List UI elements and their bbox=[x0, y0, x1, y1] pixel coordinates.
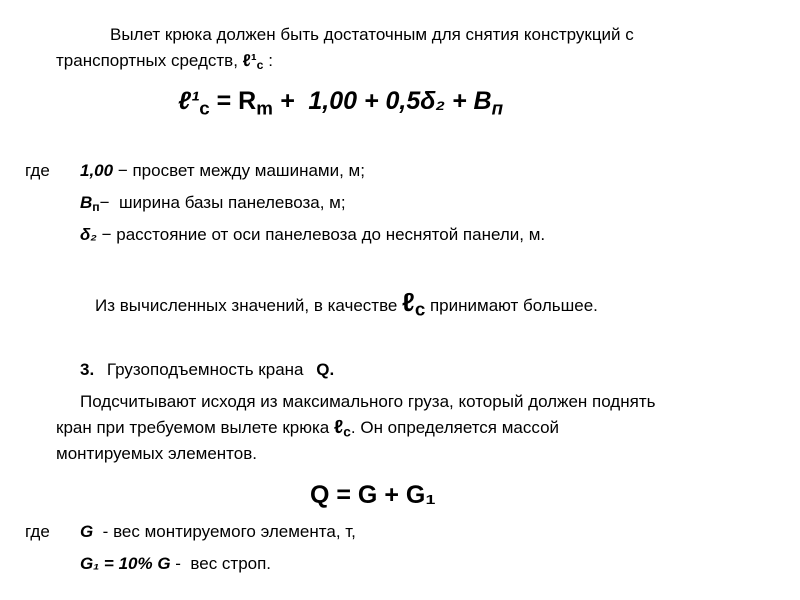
paragraph-3-line-2 bbox=[56, 416, 559, 444]
where-2-item-2 bbox=[80, 552, 271, 576]
where-1-item-2-term-sub: п bbox=[92, 200, 100, 215]
where-1-item-3-text: − расстояние от оси панелевоза до неснятой панели, м. bbox=[96, 225, 546, 244]
where-2-item-2-text: - вес строп. bbox=[170, 554, 272, 573]
reach-symbol-2-sub: с bbox=[343, 424, 351, 440]
paragraph-2 bbox=[95, 287, 598, 322]
paragraph-3-line-3: монтируемых элементов. bbox=[56, 444, 257, 463]
where-label-1: где bbox=[25, 161, 50, 180]
formula-1-rest-sub: п bbox=[491, 97, 504, 119]
formula-1-lhs: ℓ¹ bbox=[178, 87, 200, 115]
paragraph-2-after: принимают большее. bbox=[429, 296, 598, 315]
where-1-item-1 bbox=[80, 159, 365, 183]
section-3-symbol: Q. bbox=[316, 360, 335, 379]
where-1-item-1-text: − просвет между машинами, м; bbox=[113, 161, 365, 180]
where-1-item-3-term: δ₂ bbox=[80, 225, 97, 244]
formula-1-r-sub: m bbox=[256, 97, 273, 119]
formula-1-equals: = bbox=[209, 87, 239, 115]
paragraph-3-line-2-after: . Он определяется массой bbox=[350, 418, 560, 437]
paragraph-3-line-1: Подсчитывают исходя из максимального груза, который должен поднять bbox=[80, 392, 656, 411]
where-1-item-2-term: B bbox=[80, 193, 93, 212]
hook-reach-symbol-main: ℓ¹ bbox=[242, 51, 257, 70]
paragraph-3-line-2-before: кран при требуемом вылете крюка bbox=[56, 418, 330, 437]
paragraph-1-line-2 bbox=[56, 49, 273, 77]
formula-crane-capacity: Q = G + G₁ bbox=[310, 481, 436, 509]
where-2-item-1-text: - вес монтируемого элемента, т, bbox=[93, 522, 356, 541]
reach-symbol-2 bbox=[334, 417, 351, 438]
where-2-item-2-term: G₁ = 10% G bbox=[80, 554, 171, 573]
where-1-item-2-text: − ширина базы панелевоза, м; bbox=[99, 193, 346, 212]
reach-symbol-sub: с bbox=[414, 298, 426, 320]
section-3-title: Грузоподъемность крана bbox=[106, 360, 304, 379]
paragraph-1-colon: : bbox=[268, 51, 273, 70]
paragraph-1-line-1: Вылет крюка должен быть достаточным для снятия конструкций с bbox=[110, 25, 634, 44]
reach-symbol-2-main: ℓ bbox=[334, 417, 344, 438]
paragraph-2-before: Из вычисленных значений, в качестве bbox=[95, 296, 398, 315]
formula-hook-reach bbox=[178, 84, 503, 126]
hook-reach-symbol-sub: с bbox=[256, 58, 264, 73]
hook-reach-symbol bbox=[242, 51, 264, 73]
formula-1-r: R bbox=[238, 87, 257, 115]
formula-1-rest: + 1,00 + 0,5δ₂ + B bbox=[272, 87, 492, 115]
reach-symbol bbox=[402, 287, 426, 320]
where-label-2: где bbox=[25, 522, 50, 541]
where-2-item-1-term: G bbox=[80, 522, 94, 541]
section-3-number: 3. bbox=[80, 360, 95, 379]
where-1-item-1-term: 1,00 bbox=[80, 161, 114, 180]
paragraph-1-line-2-text: транспортных средств, bbox=[56, 51, 238, 70]
where-1-item-2 bbox=[80, 191, 346, 219]
section-3-heading bbox=[80, 358, 334, 382]
reach-symbol-main: ℓ bbox=[402, 287, 415, 317]
where-1-item-3 bbox=[80, 223, 545, 247]
formula-1-lhs-sub: с bbox=[199, 97, 210, 119]
where-2-item-1 bbox=[80, 520, 356, 544]
